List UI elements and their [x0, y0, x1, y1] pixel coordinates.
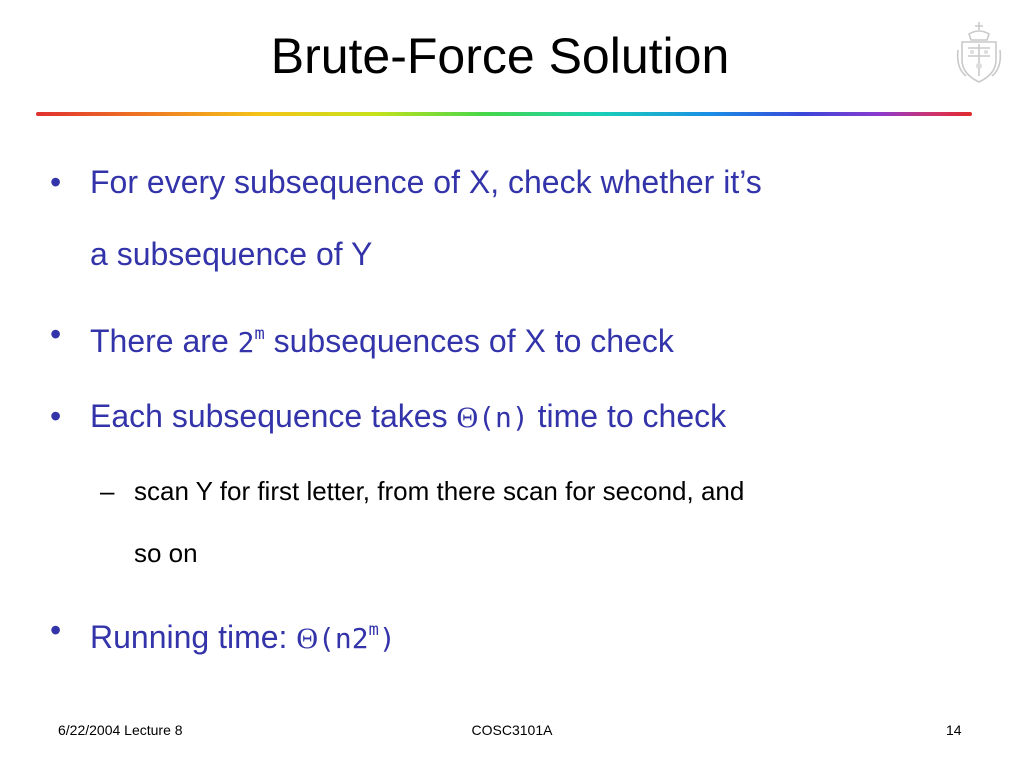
math-n: (n)	[478, 401, 529, 434]
dash-marker: –	[100, 476, 115, 506]
footer-date-lecture: 6/22/2004 Lecture 8	[58, 722, 183, 738]
math-close-paren: )	[378, 622, 396, 655]
bullet-1-line-2: a subsequence of Y	[90, 236, 373, 272]
bullet-2-text	[90, 298, 674, 379]
bullet-3-after: time to check	[528, 398, 727, 434]
bullet-1-line-1: For every subsequence of X, check whether it’s	[90, 164, 762, 200]
math-n2: (n2	[318, 622, 369, 655]
math-exponent-m: m	[254, 324, 265, 344]
bullet-4-before: Running time:	[90, 619, 297, 655]
bullet-2-after: subsequences of X to check	[264, 323, 674, 359]
bullet-marker: •	[50, 398, 62, 434]
bullet-marker: •	[50, 164, 62, 200]
slide-title: Brute-Force Solution	[270, 28, 730, 84]
footer-page-number: 14	[946, 722, 962, 738]
sub-bullet-line-1: scan Y for first letter, from there scan for second, and	[134, 476, 745, 506]
bullet-item-2	[0, 298, 1024, 370]
bullet-item-1	[0, 146, 1024, 290]
footer-course: COSC3101A	[471, 722, 553, 738]
bullet-item-3	[0, 380, 1024, 452]
sub-bullet-line-2: so on	[134, 538, 198, 568]
math-two: 2	[237, 326, 255, 359]
bullet-3-text	[90, 380, 726, 454]
sub-bullet-item	[0, 460, 1024, 584]
theta-symbol: Θ	[456, 401, 479, 434]
bullet-3-before: Each subsequence takes	[90, 398, 457, 434]
theta-symbol: Θ	[296, 622, 318, 655]
bullet-marker: •	[50, 316, 62, 352]
bullet-item-4	[0, 594, 1024, 666]
bullet-marker: •	[50, 612, 62, 648]
bullet-4-text	[90, 594, 396, 675]
bullet-2-before: There are	[90, 323, 238, 359]
math-exponent-m: m	[368, 620, 379, 640]
